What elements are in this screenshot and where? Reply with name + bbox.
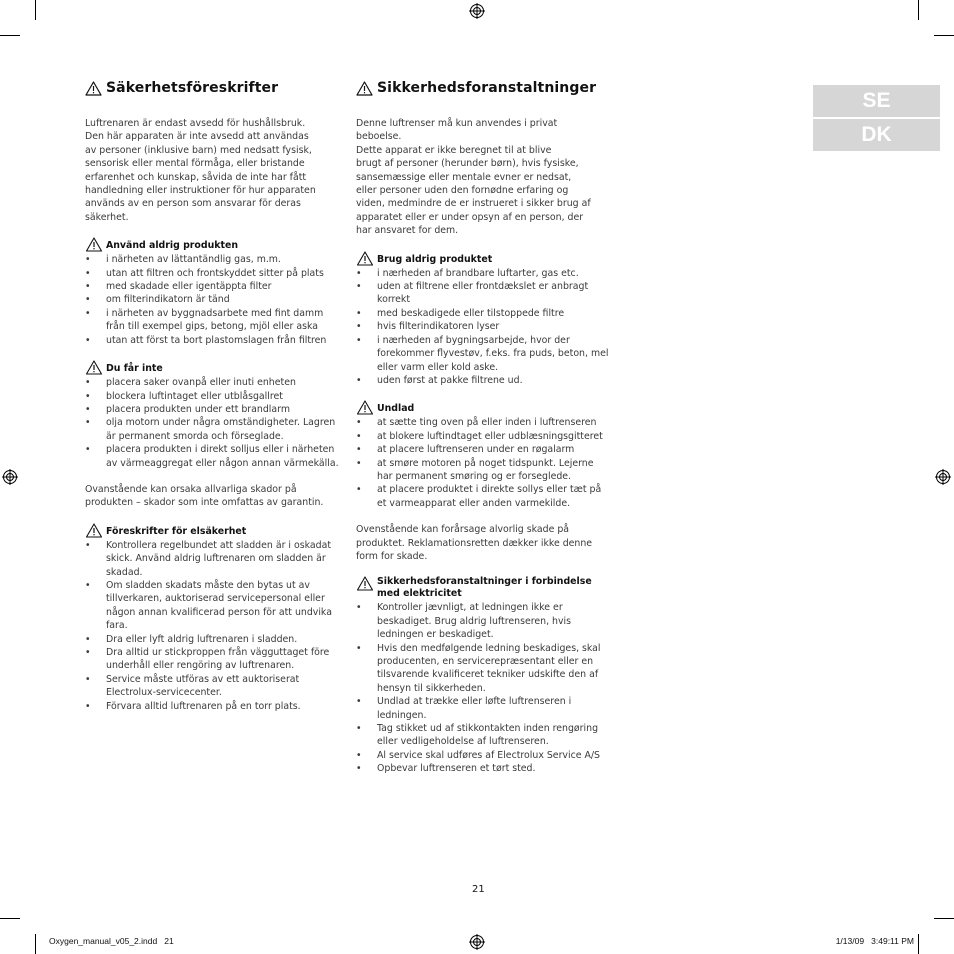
section-title [356,78,611,98]
list-item: • uden først at pakke filtrene ud. [356,374,611,387]
list-item: • utan att filtren och frontskyddet sitter på plats [85,267,340,280]
list-item: • i närheten av byggnadsarbete med fint damm från till exempel gips, betong, mjöl eller aska [85,307,340,334]
crop-mark [918,0,919,20]
list-item: • Dra eller lyft aldrig luftrenaren i sladden. [85,633,340,646]
list-item: • i närheten av lättantändlig gas, m.m. [85,253,340,266]
crop-mark [0,918,20,919]
crop-mark [934,35,954,36]
list-item: • Undlad at trække eller løfte luftrenseren i ledningen. [356,695,611,722]
list-item: • i nærheden af bygningsarbejde, hvor der forekommer flyvestøv, f.eks. fra puds, beton, mel eller varm eller kold aske. [356,334,611,374]
subsection-heading-text: Brug aldrig produktet [377,253,493,265]
section-title-text: Säkerhetsföreskrifter [106,80,279,96]
subsection-heading-text: Sikkerhedsforanstaltninger i forbindelse med elektricitet [377,576,592,600]
warning-icon [356,251,374,266]
list-item: • placera produkten under ett brandlarm [85,403,340,416]
slug-timestamp: 1/13/09 3:49:11 PM [835,936,914,946]
registration-mark-icon [935,469,951,485]
list-item: • uden at filtrene eller frontdækslet er anbragt korrekt [356,280,611,307]
registration-mark-icon [469,934,485,950]
list-item: • at smøre motoren på noget tidspunkt. Lejerne har permanent smøring og er forseglede. [356,457,611,484]
subsection-heading [85,523,340,538]
list-item: • Service måste utföras av ett auktoriserat Electrolux-servicecenter. [85,673,340,700]
slug-filename: Oxygen_manual_v05_2.indd 21 [49,936,174,946]
list-item: • Kontrollera regelbundet att sladden är i oskadat skick. Använd aldrig luftrenaren om sladden är skadad. [85,539,340,579]
list-item: • om filterindikatorn är tänd [85,293,340,306]
list-item: • Hvis den medfølgende ledning beskadiges, skal producenten, en servicerepræsentant eller en tilsvarende kvalificeret tekniker udskifte den af hensyn til sikkerheden. [356,642,611,696]
crop-mark [35,0,36,20]
crop-mark [918,934,919,954]
list-item: • Al service skal udføres af Electrolux Service A/S [356,749,611,762]
list-item: • placera saker ovanpå eller inuti enheten [85,376,340,389]
intro-paragraph: Denne luftrenser må kun anvendes i privat beboelse. Dette apparat er ikke beregnet til at blive brugt af personer (herunder børn), hvis fysiske, sansemæssige eller mentale evner er nedsat, eller personer uden den fornødne erfaring og viden, medmindre de er instrueret i sikker brug af apparatet eller er under opsyn af en person, der har ansvaret for dem. [356,118,591,237]
list-item: • Tag stikket ud af stikkontakten inden rengøring eller vedligeholdelse af luftrenseren. [356,722,611,749]
bullet-list [356,267,611,388]
crop-mark [35,934,36,954]
page-number: 21 [472,884,485,895]
list-item: • med beskadigede eller tilstoppede filtre [356,307,611,320]
bullet-list [85,539,340,713]
warning-icon [356,576,374,591]
list-item: • Dra alltid ur stickproppen från vägguttaget före underhåll eller rengöring av luftrenaren. [85,646,340,673]
bullet-list [356,416,611,510]
list-item: • at placere produktet i direkte sollys eller tæt på et varmeapparat eller anden varmekilde. [356,483,611,510]
crop-mark [934,918,954,919]
section-title-text: Sikkerhedsforanstaltninger [377,80,597,96]
warning-icon [85,523,103,538]
list-item: • Opbevar luftrenseren et tørt sted. [356,762,611,775]
subsection-heading-text: Använd aldrig produkten [106,240,238,252]
list-item: • at sætte ting oven på eller inden i luftrenseren [356,416,611,429]
list-item: • at placere luftrenseren under en røgalarm [356,443,611,456]
registration-mark-icon [469,3,485,19]
list-item: • placera produkten i direkt solljus eller i närheten av värmeaggregat eller någon annan värmekälla. [85,443,340,470]
note-paragraph: Ovanstående kan orsaka allvarliga skador på produkten – skador som inte omfattas av garantin. [85,483,324,509]
swedish-column [85,78,340,726]
list-item: • olja motorn under några omständigheter. Lagren är permanent smorda och förseglade. [85,416,340,443]
section-title [85,78,340,98]
list-item: • Kontroller jævnligt, at ledningen ikke er beskadiget. Brug aldrig luftrenseren, hvis ledningen er beskadiget. [356,601,611,641]
registration-mark-icon [2,469,18,485]
subsection-heading-text: Undlad [377,403,415,415]
warning-icon [85,81,102,96]
list-item: • blockera luftintaget eller utblåsgallret [85,390,340,403]
crop-mark [0,35,20,36]
bullet-list [85,376,340,470]
subsection-heading-text: Du får inte [106,363,163,375]
warning-icon [356,81,373,96]
warning-icon [356,400,374,415]
subsection-heading [356,251,611,266]
list-item: • Om sladden skadats måste den bytas ut av tillverkaren, auktoriserad servicepersonal eller någon annan kvalificerad person för att undvika fara. [85,579,340,633]
danish-column [356,78,611,789]
list-item: • at blokere luftindtaget eller udblæsningsgitteret [356,430,611,443]
note-paragraph: Ovenstående kan forårsage alvorlig skade på produktet. Reklamationsretten dækker ikke denne form for skade. [356,524,593,562]
list-item: • utan att först ta bort plastomslagen från filtren [85,334,340,347]
warning-icon [85,237,103,252]
intro-paragraph: Luftrenaren är endast avsedd för hushållsbruk. Den här apparaten är inte avsedd att användas av personer (inklusive barn) med nedsatt fysisk, sensorisk eller mental förmåga, eller bristande erfarenhet och kunskap, såvida de inte har fått handledning eller instruktioner för hur apparaten används av en person som ansvarar för deras säkerhet. [85,118,316,223]
language-tab-dk: DK [813,119,940,151]
warning-icon [85,360,103,375]
list-item: • hvis filterindikatoren lyser [356,320,611,333]
list-item: • med skadade eller igentäppta filter [85,280,340,293]
bullet-list [85,253,340,347]
subsection-heading [85,360,340,375]
subsection-heading [356,400,611,415]
subsection-heading [356,576,611,600]
language-tab-se: SE [813,85,940,117]
list-item: • i nærheden af brandbare luftarter, gas etc. [356,267,611,280]
subsection-heading-text: Föreskrifter för elsäkerhet [106,525,247,537]
list-item: • Förvara alltid luftrenaren på en torr plats. [85,700,340,713]
bullet-list [356,601,611,775]
subsection-heading [85,237,340,252]
